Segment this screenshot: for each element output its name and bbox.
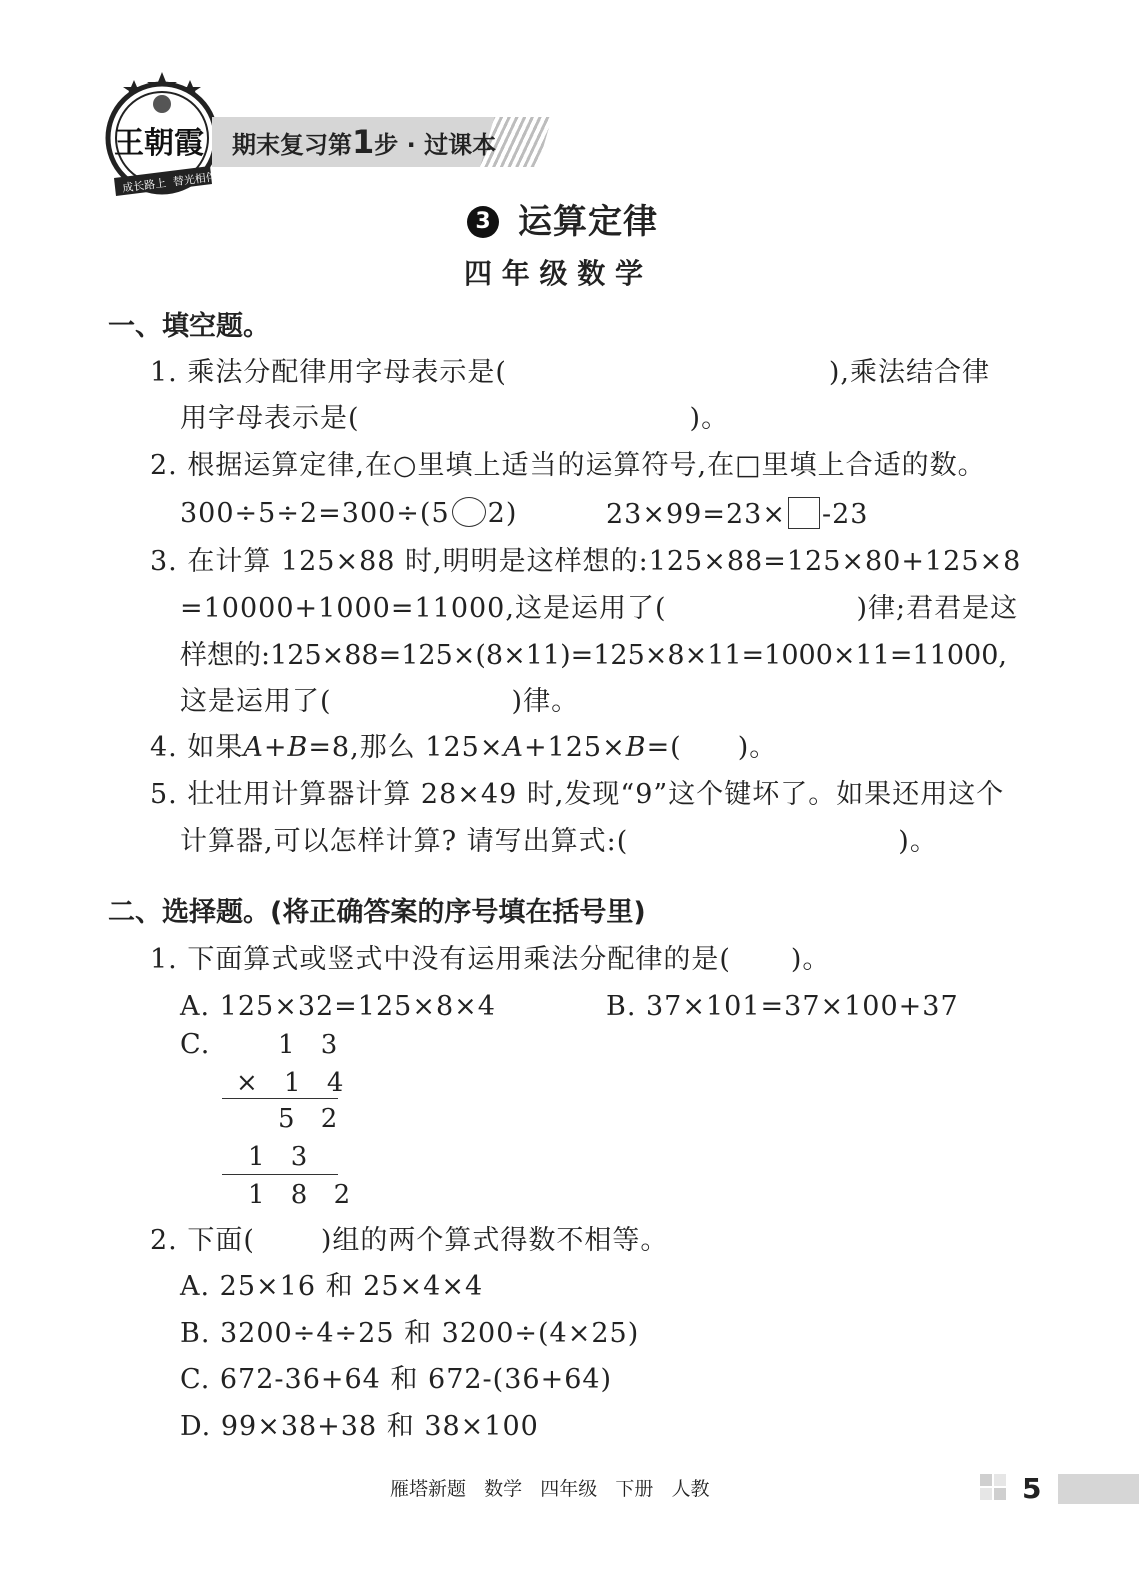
vertical-rule-2 bbox=[222, 1174, 338, 1175]
subtitle: 四 年 级 数 学 bbox=[464, 257, 643, 290]
vertical-row-1: 1 3 bbox=[278, 1030, 347, 1060]
footer-text: 雁塔新题 数学 四年级 下册 人教 bbox=[390, 1478, 710, 1500]
number-box-blank[interactable] bbox=[788, 497, 820, 529]
question-2-1-stem: 1. 下面算式或竖式中没有运用乘法分配律的是( )。 bbox=[150, 944, 831, 975]
question-1-1-line1: 1. 乘法分配律用字母表示是( ),乘法结合律 bbox=[150, 357, 991, 388]
vertical-row-3: 5 2 bbox=[278, 1104, 347, 1134]
section-heading-fill-blank: 一、填空题。 bbox=[108, 311, 270, 342]
option-b: B. 37×101=37×100+37 bbox=[606, 991, 959, 1022]
question-1-5-line2: 计算器,可以怎样计算? 请写出算式:( )。 bbox=[180, 826, 938, 857]
section-heading-multiple-choice: 二、选择题。(将正确答案的序号填在括号里) bbox=[108, 897, 646, 928]
question-1-2-left-expr: 300÷5÷2=300÷(5 2) bbox=[180, 498, 518, 529]
option-c: C. 672-36+64 和 672-(36+64) bbox=[180, 1364, 613, 1395]
vertical-row-2: × 1 4 bbox=[236, 1068, 353, 1098]
badge-name: 王朝霞 bbox=[114, 126, 204, 161]
question-1-3-line2: =10000+1000=11000,这是运用了( )律;君君是这 bbox=[180, 593, 1019, 624]
option-b: B. 3200÷4÷25 和 3200÷(4×25) bbox=[180, 1318, 640, 1349]
option-d: D. 99×38+38 和 38×100 bbox=[180, 1411, 539, 1442]
option-a: A. 125×32=125×8×4 bbox=[180, 991, 496, 1022]
question-2-2-stem: 2. 下面( )组的两个算式得数不相等。 bbox=[150, 1225, 669, 1256]
question-1-3-line4: 这是运用了( )律。 bbox=[180, 686, 580, 717]
page-number: 5 bbox=[1022, 1472, 1042, 1505]
question-1-4: 4. 如果A+B=8,那么 125×A+125×B=( )。 bbox=[150, 732, 778, 763]
footer-squares bbox=[980, 1474, 1016, 1504]
banner-text: 期末复习第1步 · 过课本 bbox=[232, 123, 497, 161]
operator-circle-blank[interactable] bbox=[452, 497, 486, 527]
lesson-number-badge: 3 bbox=[467, 206, 499, 238]
vertical-rule-1 bbox=[222, 1098, 338, 1099]
option-a: A. 25×16 和 25×4×4 bbox=[180, 1271, 484, 1302]
question-1-2-stem: 2. 根据运算定律,在○里填上适当的运算符号,在□里填上合适的数。 bbox=[150, 450, 986, 481]
question-1-5-line1: 5. 壮壮用计算器计算 28×49 时,发现“9”这个键坏了。如果还用这个 bbox=[150, 779, 1005, 810]
lesson-title: 运算定律 bbox=[518, 202, 658, 242]
vertical-row-4: 1 3 bbox=[248, 1142, 317, 1172]
question-1-2-right-expr: 23×99=23× -23 bbox=[606, 499, 869, 530]
question-1-1-line2: 用字母表示是( )。 bbox=[180, 403, 730, 434]
badge-ribbon: 成长路上 替光相伴 bbox=[121, 170, 218, 195]
brand-badge bbox=[100, 70, 225, 200]
question-1-3-line1: 3. 在计算 125×88 时,明明是这样想的:125×88=125×80+125×8 bbox=[150, 546, 1022, 577]
vertical-row-5: 1 8 2 bbox=[248, 1180, 360, 1210]
question-1-3-line3: 样想的:125×88=125×(8×11)=125×8×11=1000×11=11000, bbox=[180, 640, 1007, 671]
footer-bar bbox=[1058, 1474, 1139, 1504]
option-c: C. bbox=[180, 1029, 211, 1060]
